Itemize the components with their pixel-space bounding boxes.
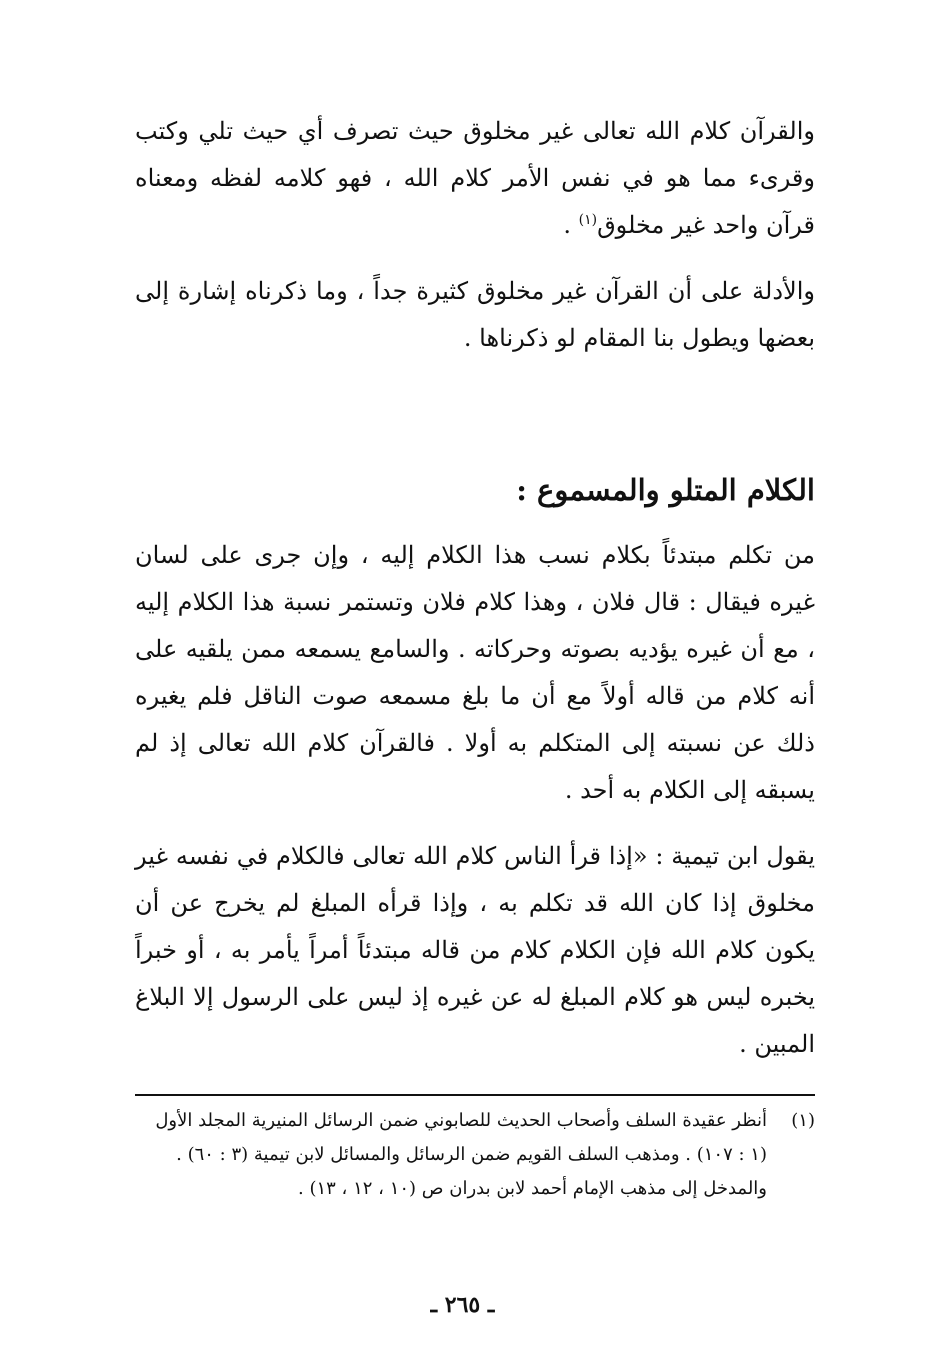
paragraph-end: . xyxy=(563,211,579,239)
paragraph-ibn-taymiyyah-quote: يقول ابن تيمية : «إذا قرأ الناس كلام الله تعالى فالكلام في نفسه غير مخلوق إذا كان الله قد تكلم به ، وإذا قرأه المبلغ لم يخرج عن أن يكون كلام الله فإن الكلام كلام من قاله مبتدئاً أمراً يأمر به ، أو خبراً يخبره ليس هو كلام المبلغ له عن غيره إذ ليس على الرسول إلا البلاغ المبين . xyxy=(135,842,815,1058)
paragraph-evidence: والأدلة على أن القرآن غير مخلوق كثيرة جداً ، وما ذكرناه إشارة إلى بعضها ويطول بنا المقام لو ذكرناها . xyxy=(135,277,815,352)
footnote xyxy=(135,1104,815,1206)
paragraph-quran-uncreated xyxy=(135,108,815,249)
page-number: ـ ٢٦٥ ـ xyxy=(430,1292,495,1318)
footnote-reference: (١) xyxy=(578,212,598,228)
paragraph-recited-speech: من تكلم مبتدئاً بكلام نسب هذا الكلام إليه ، وإن جرى على لسان غيره فيقال : قال فلان ، وهذا كلام فلان وتستمر نسبة هذا الكلام إليه ، مع أن غيره يؤديه بصوته وحركاته . والسامع يسمعه ممن يلقيه على أنه كلام من قاله أولاً مع أن ما بلغ مسمعه صوت الناقل فلم يغيره ذلك عن نسبته إلى المتكلم به أولا . فالقرآن كلام الله تعالى إذ لم يسبقه إلى الكلام به أحد . xyxy=(135,541,816,804)
footnote-text: أنظر عقيدة السلف وأصحاب الحديث للصابوني ضمن الرسائل المنيرية المجلد الأول (١ : ١٠٧) . ومذهب السلف القويم ضمن الرسائل والمسائل لابن تيمية (٣ : ٦٠) . والمدخل إلى مذهب الإمام أحمد لابن بدران ص (١٠ ، ١٢ ، ١٣) . xyxy=(155,1110,767,1199)
footnote-divider xyxy=(135,1094,815,1096)
section-heading: الكلام المتلو والمسموع : xyxy=(516,473,815,507)
footnote-number: (١) xyxy=(791,1110,815,1131)
paragraph-text: والقرآن كلام الله تعالى غير مخلوق حيث تصرف أي حيث تلي وكتب وقرىء مما هو في نفس الأمر كلام الله ، فهو كلامه لفظه ومعناه قرآن واحد غير مخلوق xyxy=(135,117,815,239)
